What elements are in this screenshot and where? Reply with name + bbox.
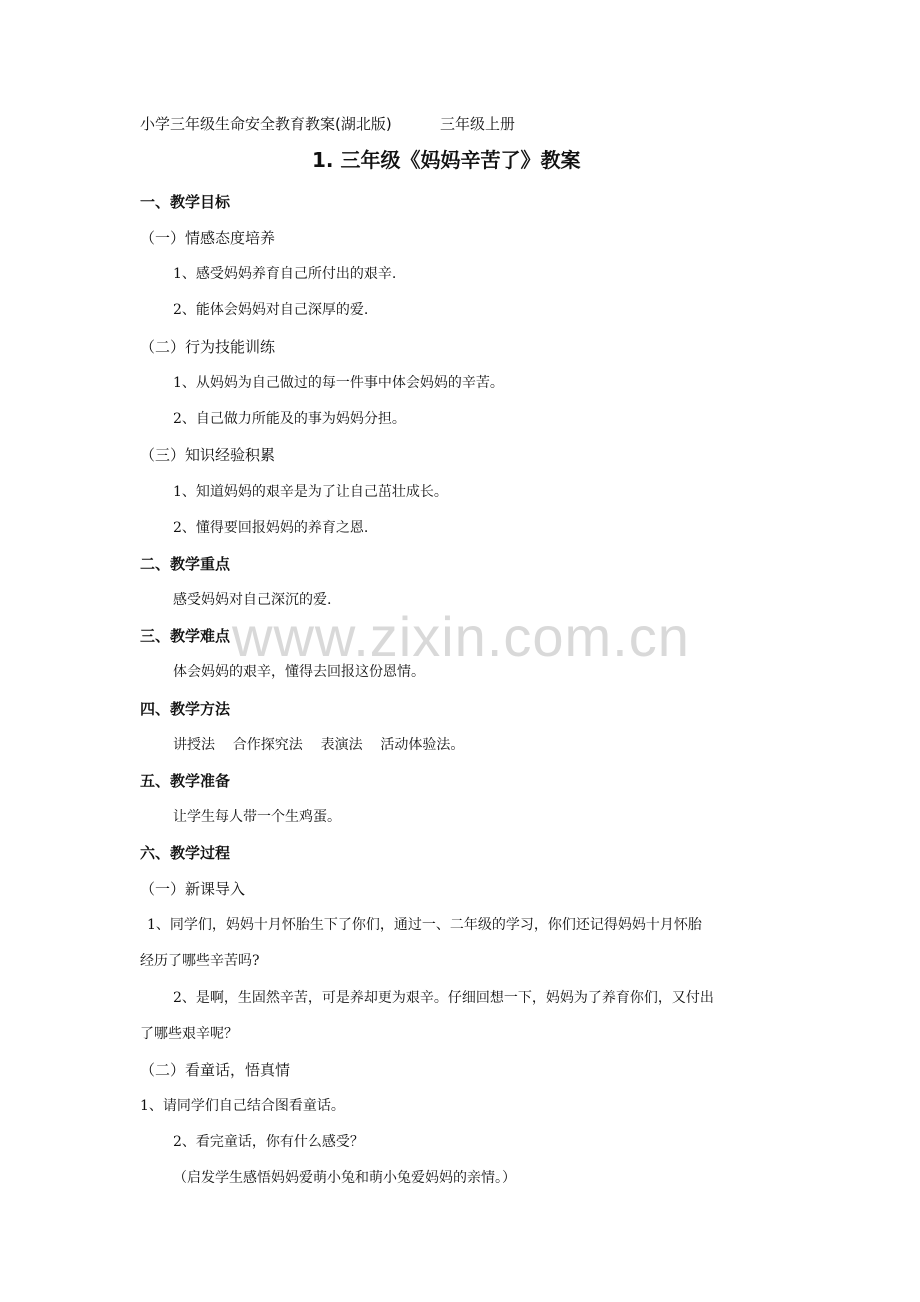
- list-item: 1、从妈妈为自己做过的每一件事中体会妈妈的辛苦。: [173, 375, 504, 391]
- section-heading-methods: 四、教学方法: [140, 700, 231, 718]
- watermark: www.zixin.com.cn: [232, 605, 690, 668]
- subsection-heading-emotion: （一）情感态度培养: [140, 229, 276, 247]
- section-heading-difficulty: 三、教学难点: [140, 627, 231, 645]
- header-series: 小学三年级生命安全教育教案(湖北版): [140, 115, 392, 133]
- list-item: 2、懂得要回报妈妈的养育之恩.: [173, 520, 369, 536]
- list-item: 1、感受妈妈养育自己所付出的艰辛.: [173, 266, 397, 282]
- section-heading-focus: 二、教学重点: [140, 555, 231, 573]
- note: （启发学生感悟妈妈爱萌小兔和萌小兔爱妈妈的亲情。）: [173, 1170, 516, 1186]
- subsection-heading-knowledge: （三）知识经验积累: [140, 446, 276, 464]
- list-item: 2、能体会妈妈对自己深厚的爱.: [173, 302, 369, 318]
- list-item: 2、看完童话，你有什么感受？: [173, 1134, 364, 1150]
- subsection-heading-skills: （二）行为技能训练: [140, 338, 276, 356]
- paragraph-line: 经历了哪些辛苦吗?: [140, 953, 260, 969]
- section-heading-prep: 五、教学准备: [140, 772, 231, 790]
- list-item: 1、知道妈妈的艰辛是为了让自己茁壮成长。: [173, 484, 448, 500]
- paragraph: 体会妈妈的艰辛，懂得去回报这份恩情。: [173, 664, 425, 680]
- section-heading-goals: 一、教学目标: [140, 193, 231, 211]
- subsection-heading-intro: （一）新课导入: [140, 880, 246, 898]
- paragraph: 讲授法 合作探究法 表演法 活动体验法。: [173, 737, 465, 753]
- subsection-heading-story: （二）看童话，悟真情: [140, 1061, 291, 1079]
- section-heading-process: 六、教学过程: [140, 844, 231, 862]
- document-title: 1. 三年级《妈妈辛苦了》教案: [312, 148, 581, 172]
- header-grade: 三年级上册: [440, 115, 516, 133]
- paragraph-line: 了哪些艰辛呢？: [140, 1026, 238, 1042]
- paragraph: 让学生每人带一个生鸡蛋。: [173, 809, 341, 825]
- paragraph-line: 1、同学们，妈妈十月怀胎生下了你们，通过一、二年级的学习，你们还记得妈妈十月怀胎: [147, 917, 702, 933]
- paragraph-line: 2、是啊，生固然辛苦，可是养却更为艰辛。仔细回想一下，妈妈为了养育你们，又付出: [173, 990, 714, 1006]
- paragraph: 感受妈妈对自己深沉的爱.: [173, 592, 332, 608]
- list-item: 1、请同学们自己结合图看童话。: [140, 1098, 345, 1114]
- list-item: 2、自己做力所能及的事为妈妈分担。: [173, 411, 406, 427]
